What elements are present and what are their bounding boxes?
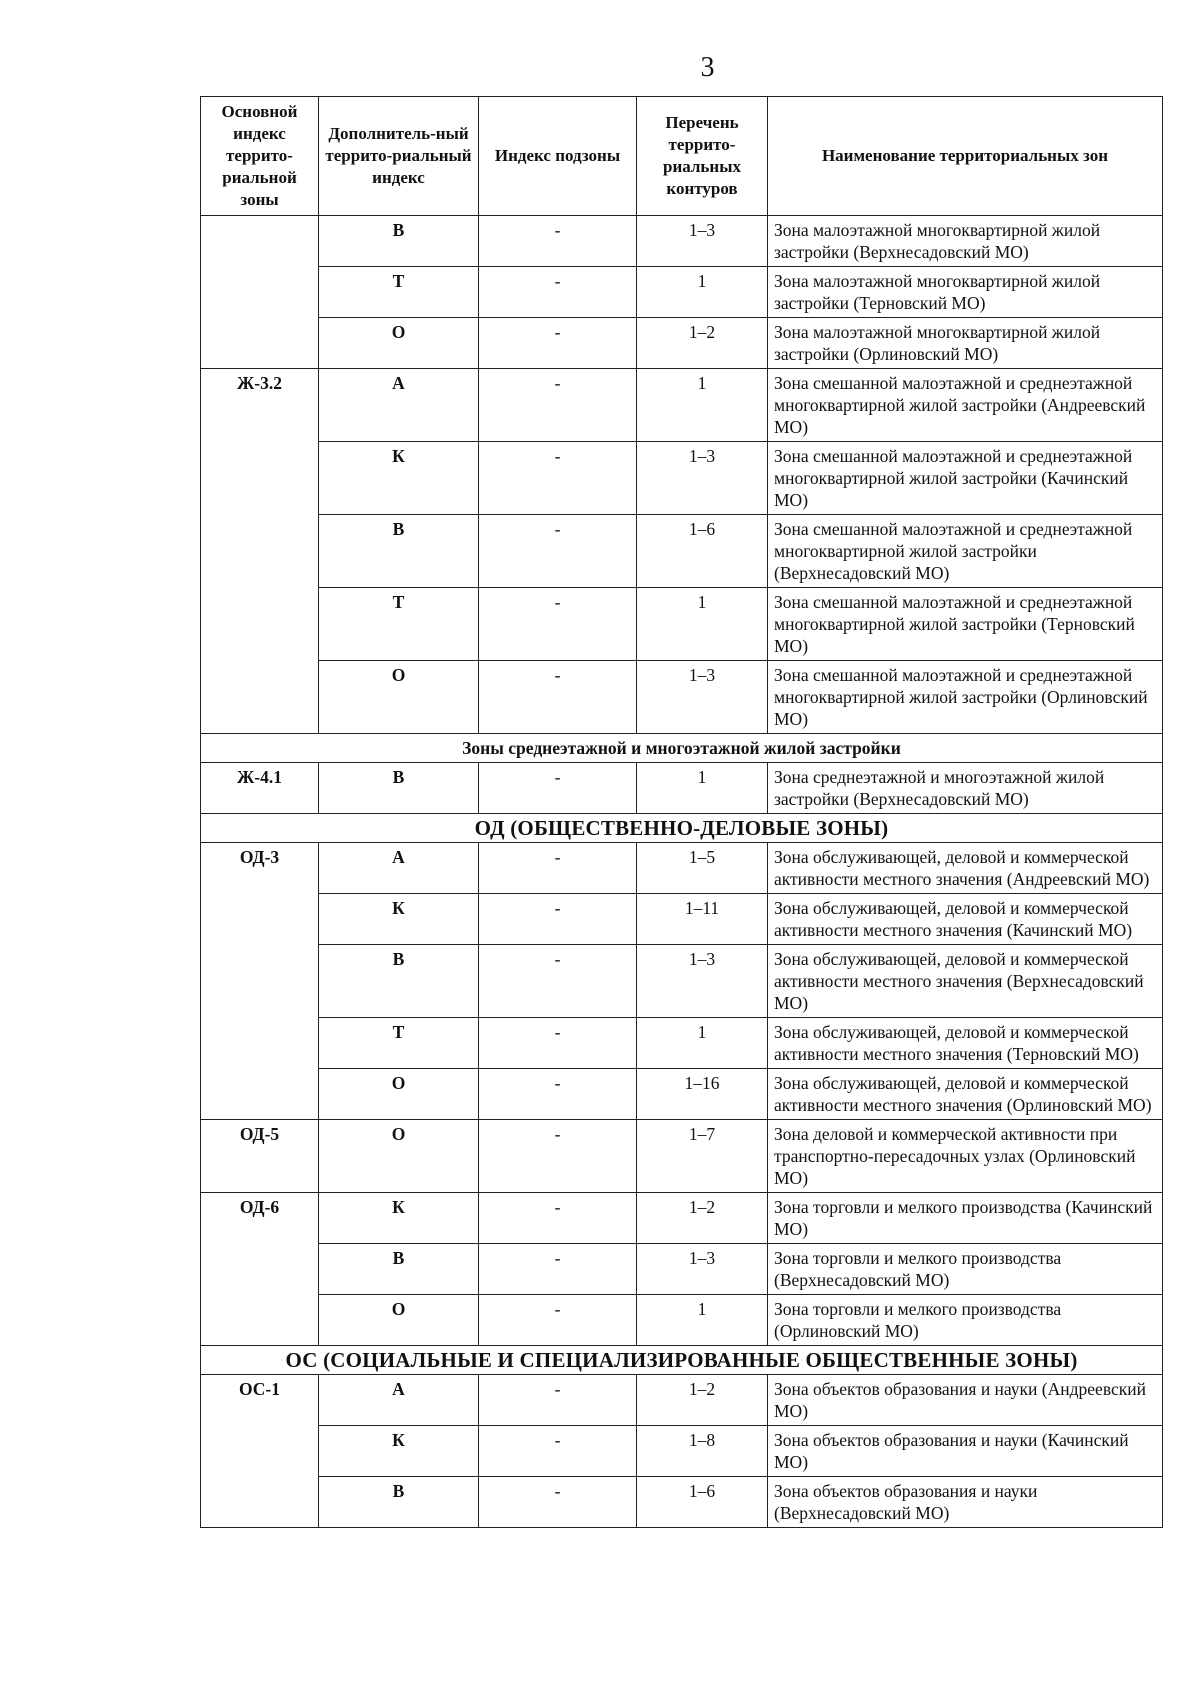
table-row [201,1426,1163,1477]
subzone-index-cell: - [479,442,637,515]
table-header-row [201,97,1163,216]
main-index-cell: Ж-3.2 [201,369,319,442]
main-index-cell [201,318,319,369]
contour-list-cell: 1 [637,1018,768,1069]
zone-name-cell: Зона малоэтажной многоквартирной жилой застройки (Орлиновский МО) [768,318,1163,369]
contour-list-cell: 1 [637,267,768,318]
contour-list-cell: 1–3 [637,216,768,267]
subzone-index-cell: - [479,1069,637,1120]
subzone-index-cell: - [479,945,637,1018]
main-index-cell: ОД-5 [201,1120,319,1193]
contour-list-cell: 1 [637,1295,768,1346]
additional-index-cell: В [319,945,479,1018]
territorial-zones-table [200,96,1163,1528]
contour-list-cell: 1–3 [637,661,768,734]
additional-index-cell: К [319,894,479,945]
zone-name-cell: Зона обслуживающей, деловой и коммерческой активности местного значения (Верхнесадовский МО) [768,945,1163,1018]
table-row [201,515,1163,588]
additional-index-cell: В [319,216,479,267]
table-row [201,894,1163,945]
subzone-index-cell: - [479,1018,637,1069]
table-body [201,216,1163,1528]
contour-list-cell: 1–7 [637,1120,768,1193]
table-row [201,267,1163,318]
header-contour-list: Перечень террито-риальных контуров [637,97,768,216]
additional-index-cell: О [319,1069,479,1120]
contour-list-cell: 1–2 [637,1193,768,1244]
subzone-index-cell: - [479,763,637,814]
subzone-index-cell: - [479,1426,637,1477]
contour-list-cell: 1–8 [637,1426,768,1477]
table-row [201,588,1163,661]
table-row [201,442,1163,515]
zone-name-cell: Зона торговли и мелкого производства (Верхнесадовский МО) [768,1244,1163,1295]
main-index-cell: ОД-6 [201,1193,319,1244]
table-row [201,1477,1163,1528]
subzone-index-cell: - [479,1120,637,1193]
table-row [201,661,1163,734]
zone-name-cell: Зона малоэтажной многоквартирной жилой застройки (Верхнесадовский МО) [768,216,1163,267]
zone-name-cell: Зона обслуживающей, деловой и коммерческой активности местного значения (Качинский МО) [768,894,1163,945]
zone-name-cell: Зона объектов образования и науки (Андреевский МО) [768,1375,1163,1426]
contour-list-cell: 1–3 [637,442,768,515]
contour-list-cell: 1–11 [637,894,768,945]
zone-name-cell: Зона объектов образования и науки (Качинский МО) [768,1426,1163,1477]
header-additional-index: Дополнитель-ный террито-риальный индекс [319,97,479,216]
additional-index-cell: В [319,763,479,814]
contour-list-cell: 1–3 [637,945,768,1018]
main-index-cell [201,1295,319,1346]
additional-index-cell: Т [319,1018,479,1069]
additional-index-cell: Т [319,588,479,661]
subzone-index-cell: - [479,515,637,588]
additional-index-cell: К [319,1193,479,1244]
additional-index-cell: К [319,1426,479,1477]
additional-index-cell: О [319,1295,479,1346]
main-index-cell [201,945,319,1018]
contour-list-cell: 1–2 [637,318,768,369]
table-row [201,945,1163,1018]
main-index-cell [201,588,319,661]
main-index-cell: ОД-3 [201,843,319,894]
contour-list-cell: 1 [637,369,768,442]
table-row [201,216,1163,267]
table-row [201,763,1163,814]
subzone-index-cell: - [479,1375,637,1426]
section-title: Зоны среднеэтажной и многоэтажной жилой застройки [201,734,1163,763]
subzone-index-cell: - [479,369,637,442]
contour-list-cell: 1–6 [637,515,768,588]
zone-name-cell: Зона торговли и мелкого производства (Орлиновский МО) [768,1295,1163,1346]
contour-list-cell: 1–5 [637,843,768,894]
additional-index-cell: О [319,1120,479,1193]
subzone-index-cell: - [479,843,637,894]
table-row [201,318,1163,369]
main-index-cell [201,1018,319,1069]
section-title: ОД (ОБЩЕСТВЕННО-ДЕЛОВЫЕ ЗОНЫ) [201,814,1163,843]
contour-list-cell: 1 [637,763,768,814]
subzone-index-cell: - [479,1193,637,1244]
main-index-cell [201,1069,319,1120]
additional-index-cell: А [319,369,479,442]
subzone-index-cell: - [479,1244,637,1295]
additional-index-cell: А [319,843,479,894]
additional-index-cell: В [319,515,479,588]
header-zone-name: Наименование территориальных зон [768,97,1163,216]
subzone-index-cell: - [479,894,637,945]
additional-index-cell: Т [319,267,479,318]
section-title: ОС (СОЦИАЛЬНЫЕ И СПЕЦИАЛИЗИРОВАННЫЕ ОБЩЕСТВЕННЫЕ ЗОНЫ) [201,1346,1163,1375]
table-row [201,1069,1163,1120]
zone-name-cell: Зона обслуживающей, деловой и коммерческой активности местного значения (Орлиновский МО) [768,1069,1163,1120]
zone-name-cell: Зона деловой и коммерческой активности при транспортно-пересадочных узлах (Орлиновский МО) [768,1120,1163,1193]
subzone-index-cell: - [479,1477,637,1528]
table-row [201,369,1163,442]
table-row [201,1120,1163,1193]
zone-name-cell: Зона обслуживающей, деловой и коммерческой активности местного значения (Андреевский МО) [768,843,1163,894]
main-index-cell [201,894,319,945]
table-row [201,1375,1163,1426]
main-index-cell [201,216,319,267]
zone-name-cell: Зона смешанной малоэтажной и среднеэтажной многоквартирной жилой застройки (Терновский МО) [768,588,1163,661]
contour-list-cell: 1 [637,588,768,661]
table-row [201,1018,1163,1069]
main-index-cell: Ж-4.1 [201,763,319,814]
contour-list-cell: 1–3 [637,1244,768,1295]
main-index-cell [201,1477,319,1528]
zone-name-cell: Зона малоэтажной многоквартирной жилой застройки (Терновский МО) [768,267,1163,318]
subzone-index-cell: - [479,1295,637,1346]
main-index-cell [201,442,319,515]
page-number: 3 [700,52,715,83]
table-row [201,1244,1163,1295]
zone-name-cell: Зона торговли и мелкого производства (Качинский МО) [768,1193,1163,1244]
additional-index-cell: В [319,1244,479,1295]
zone-name-cell: Зона смешанной малоэтажной и среднеэтажной многоквартирной жилой застройки (Орлиновский МО) [768,661,1163,734]
main-index-cell: ОС-1 [201,1375,319,1426]
subzone-index-cell: - [479,216,637,267]
subzone-index-cell: - [479,318,637,369]
zone-name-cell: Зона смешанной малоэтажной и среднеэтажной многоквартирной жилой застройки (Андреевский МО) [768,369,1163,442]
additional-index-cell: А [319,1375,479,1426]
subzone-index-cell: - [479,588,637,661]
section-row [201,814,1163,843]
zone-name-cell: Зона смешанной малоэтажной и среднеэтажной многоквартирной жилой застройки (Качинский МО) [768,442,1163,515]
subzone-index-cell: - [479,661,637,734]
section-row [201,734,1163,763]
additional-index-cell: О [319,318,479,369]
contour-list-cell: 1–2 [637,1375,768,1426]
main-index-cell [201,267,319,318]
zone-name-cell: Зона объектов образования и науки (Верхнесадовский МО) [768,1477,1163,1528]
contour-list-cell: 1–6 [637,1477,768,1528]
additional-index-cell: О [319,661,479,734]
table-row [201,1295,1163,1346]
zone-name-cell: Зона смешанной малоэтажной и среднеэтажной многоквартирной жилой застройки (Верхнесадовский МО) [768,515,1163,588]
zone-name-cell: Зона среднеэтажной и многоэтажной жилой застройки (Верхнесадовский МО) [768,763,1163,814]
main-index-cell [201,661,319,734]
header-subzone-index: Индекс подзоны [479,97,637,216]
section-row [201,1346,1163,1375]
main-index-cell [201,1426,319,1477]
additional-index-cell: К [319,442,479,515]
zone-name-cell: Зона обслуживающей, деловой и коммерческой активности местного значения (Терновский МО) [768,1018,1163,1069]
additional-index-cell: В [319,1477,479,1528]
main-index-cell [201,1244,319,1295]
table-row [201,843,1163,894]
table-row [201,1193,1163,1244]
main-index-cell [201,515,319,588]
contour-list-cell: 1–16 [637,1069,768,1120]
header-main-index: Основной индекс террито-риальной зоны [201,97,319,216]
subzone-index-cell: - [479,267,637,318]
